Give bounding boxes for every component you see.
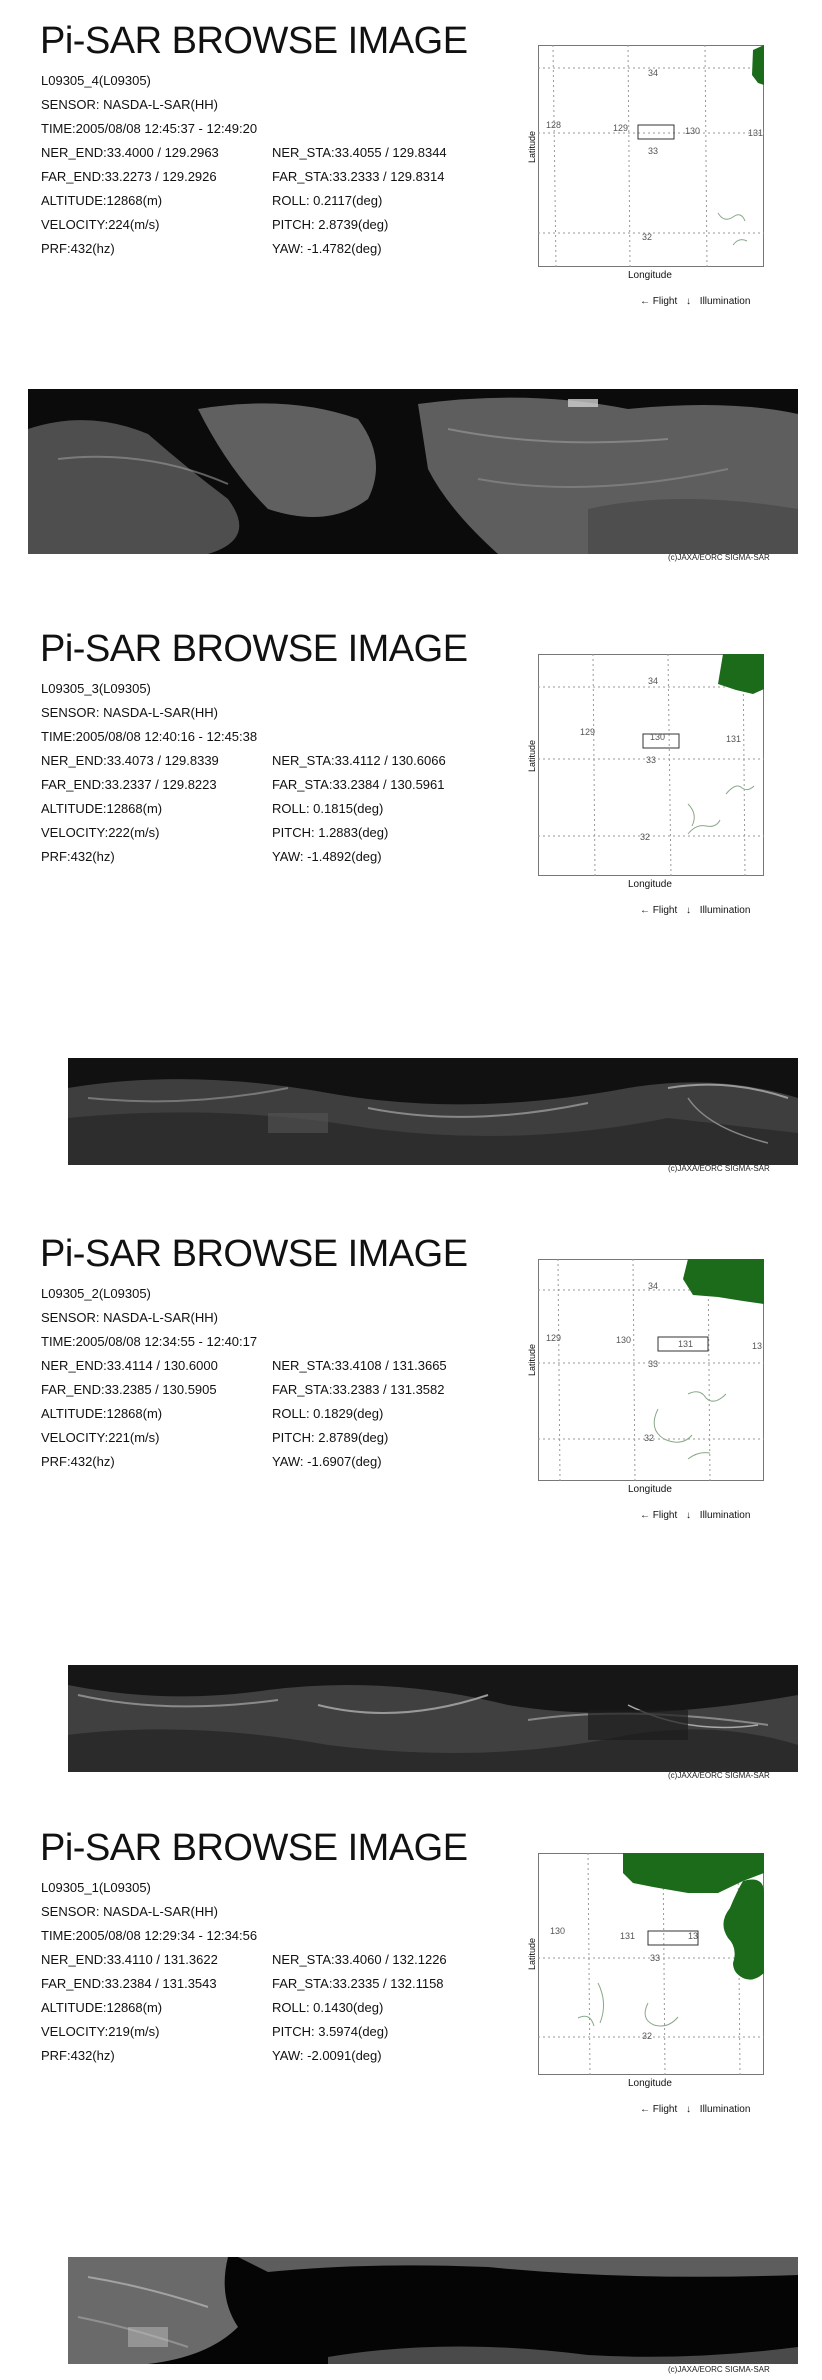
sar-image-strip (68, 1665, 798, 1772)
longitude-label: Longitude (628, 2078, 672, 2089)
legend (640, 905, 750, 916)
credit: (c)JAXA/EORC SIGMA-SAR (668, 553, 770, 562)
map-tick: 131 (678, 1339, 694, 1349)
velocity: VELOCITY:222(m/s) (41, 825, 160, 840)
sensor-line: SENSOR: NASDA-L-SAR(HH) (41, 1904, 218, 1919)
location-map (538, 654, 764, 876)
map-tick: 131 (620, 1931, 636, 1941)
record-id: L09305_4(L09305) (41, 73, 151, 88)
roll: ROLL: 0.1829(deg) (272, 1406, 384, 1421)
altitude: ALTITUDE:12868(m) (41, 801, 163, 816)
altitude: ALTITUDE:12868(m) (41, 2000, 163, 2015)
ner-end: NER_END:33.4110 / 131.3622 (41, 1952, 218, 1967)
legend-flight: Flight (652, 296, 678, 307)
legend-illumination: Illumination (699, 1510, 751, 1521)
map-tick: 128 (546, 120, 562, 130)
map-tick: 129 (580, 727, 596, 737)
down-arrow-icon: ↓ (686, 296, 692, 307)
map-tick: 33 (650, 1953, 661, 1963)
credit: (c)JAXA/EORC SIGMA-SAR (668, 1771, 770, 1780)
down-arrow-icon: ↓ (686, 905, 692, 916)
ner-end: NER_END:33.4114 / 130.6000 (41, 1358, 218, 1373)
page-title: Pi-SAR BROWSE IMAGE (40, 1233, 468, 1275)
ner-sta: NER_STA:33.4112 / 130.6066 (272, 753, 446, 768)
map-tick: 129 (546, 1333, 562, 1343)
velocity: VELOCITY:221(m/s) (41, 1430, 160, 1445)
sensor-line: SENSOR: NASDA-L-SAR(HH) (41, 97, 218, 112)
left-arrow-icon: ← (640, 1510, 650, 1521)
legend-illumination: Illumination (699, 905, 751, 916)
legend-illumination: Illumination (699, 296, 751, 307)
latitude-label: Latitude (527, 739, 538, 773)
map-tick: 34 (648, 676, 659, 686)
ner-end: NER_END:33.4073 / 129.8339 (41, 753, 219, 768)
map-tick: 32 (640, 832, 651, 842)
prf: PRF:432(hz) (41, 849, 115, 864)
record-section-1 (0, 1827, 822, 2380)
longitude-label: Longitude (628, 270, 672, 281)
time-line: TIME:2005/08/08 12:45:37 - 12:49:20 (41, 121, 258, 136)
location-map (538, 1853, 764, 2075)
ner-sta: NER_STA:33.4108 / 131.3665 (272, 1358, 447, 1373)
latitude-label: Latitude (527, 1937, 538, 1971)
map-tick: 131 (726, 734, 742, 744)
pitch: PITCH: 1.2883(deg) (272, 825, 389, 840)
location-map (538, 45, 764, 267)
record-section-4 (0, 20, 822, 560)
far-end: FAR_END:33.2337 / 129.8223 (41, 777, 217, 792)
sar-image-strip (28, 389, 798, 554)
far-end: FAR_END:33.2385 / 130.5905 (41, 1382, 217, 1397)
map-tick: 32 (642, 2031, 653, 2041)
legend (640, 1510, 750, 1521)
far-end: FAR_END:33.2273 / 129.2926 (41, 169, 217, 184)
left-arrow-icon: ← (640, 2104, 650, 2115)
roll: ROLL: 0.1815(deg) (272, 801, 384, 816)
sensor-line: SENSOR: NASDA-L-SAR(HH) (41, 705, 218, 720)
ner-sta: NER_STA:33.4055 / 129.8344 (272, 145, 447, 160)
yaw: YAW: -2.0091(deg) (272, 2048, 382, 2063)
map-tick: 13 (688, 1931, 699, 1941)
left-arrow-icon: ← (640, 905, 650, 916)
page-title: Pi-SAR BROWSE IMAGE (40, 628, 468, 670)
map-tick: 33 (648, 1359, 659, 1369)
pitch: PITCH: 3.5974(deg) (272, 2024, 389, 2039)
down-arrow-icon: ↓ (686, 2104, 692, 2115)
velocity: VELOCITY:224(m/s) (41, 217, 160, 232)
far-end: FAR_END:33.2384 / 131.3543 (41, 1976, 217, 1991)
latitude-label: Latitude (527, 1343, 538, 1377)
altitude: ALTITUDE:12868(m) (41, 193, 163, 208)
map-tick: 130 (616, 1335, 632, 1345)
latitude-label: Latitude (527, 130, 538, 164)
altitude: ALTITUDE:12868(m) (41, 1406, 163, 1421)
prf: PRF:432(hz) (41, 241, 115, 256)
time-line: TIME:2005/08/08 12:34:55 - 12:40:17 (41, 1334, 258, 1349)
map-tick: 131 (748, 128, 764, 138)
legend (640, 296, 750, 307)
record-id: L09305_3(L09305) (41, 681, 151, 696)
prf: PRF:432(hz) (41, 2048, 115, 2063)
legend (640, 2104, 750, 2115)
sar-image-strip (68, 2257, 798, 2364)
sar-image-strip (68, 1058, 798, 1165)
longitude-label: Longitude (628, 879, 672, 890)
map-tick: 34 (648, 68, 659, 78)
left-arrow-icon: ← (640, 296, 650, 307)
map-tick: 130 (685, 126, 701, 136)
ner-sta: NER_STA:33.4060 / 132.1226 (272, 1952, 447, 1967)
credit: (c)JAXA/EORC SIGMA-SAR (668, 2365, 770, 2374)
page-title: Pi-SAR BROWSE IMAGE (40, 20, 468, 62)
map-tick: 32 (644, 1433, 655, 1443)
yaw: YAW: -1.4782(deg) (272, 241, 382, 256)
map-tick: 32 (642, 232, 653, 242)
record-id: L09305_1(L09305) (41, 1880, 151, 1895)
pitch: PITCH: 2.8789(deg) (272, 1430, 389, 1445)
yaw: YAW: -1.6907(deg) (272, 1454, 382, 1469)
sensor-line: SENSOR: NASDA-L-SAR(HH) (41, 1310, 218, 1325)
down-arrow-icon: ↓ (686, 1510, 692, 1521)
map-tick: 13 (752, 1341, 763, 1351)
legend-flight: Flight (652, 1510, 678, 1521)
map-tick: 129 (613, 123, 629, 133)
record-section-2 (0, 1233, 822, 1780)
map-tick: 130 (650, 732, 666, 742)
record-section-3 (0, 628, 822, 1173)
yaw: YAW: -1.4892(deg) (272, 849, 382, 864)
prf: PRF:432(hz) (41, 1454, 115, 1469)
credit: (c)JAXA/EORC SIGMA-SAR (668, 1164, 770, 1173)
ner-end: NER_END:33.4000 / 129.2963 (41, 145, 219, 160)
roll: ROLL: 0.2117(deg) (272, 193, 383, 208)
time-line: TIME:2005/08/08 12:29:34 - 12:34:56 (41, 1928, 258, 1943)
far-sta: FAR_STA:33.2333 / 129.8314 (272, 169, 445, 184)
record-id: L09305_2(L09305) (41, 1286, 151, 1301)
roll: ROLL: 0.1430(deg) (272, 2000, 384, 2015)
page-title: Pi-SAR BROWSE IMAGE (40, 1827, 468, 1869)
map-tick: 130 (550, 1926, 566, 1936)
map-tick: 33 (646, 755, 657, 765)
location-map (538, 1259, 764, 1481)
pitch: PITCH: 2.8739(deg) (272, 217, 389, 232)
map-tick: 33 (648, 146, 659, 156)
time-line: TIME:2005/08/08 12:40:16 - 12:45:38 (41, 729, 258, 744)
legend-illumination: Illumination (699, 2104, 751, 2115)
far-sta: FAR_STA:33.2335 / 132.1158 (272, 1976, 444, 1991)
longitude-label: Longitude (628, 1484, 672, 1495)
velocity: VELOCITY:219(m/s) (41, 2024, 160, 2039)
far-sta: FAR_STA:33.2384 / 130.5961 (272, 777, 445, 792)
map-tick: 34 (648, 1281, 659, 1291)
far-sta: FAR_STA:33.2383 / 131.3582 (272, 1382, 445, 1397)
legend-flight: Flight (652, 905, 678, 916)
legend-flight: Flight (652, 2104, 678, 2115)
